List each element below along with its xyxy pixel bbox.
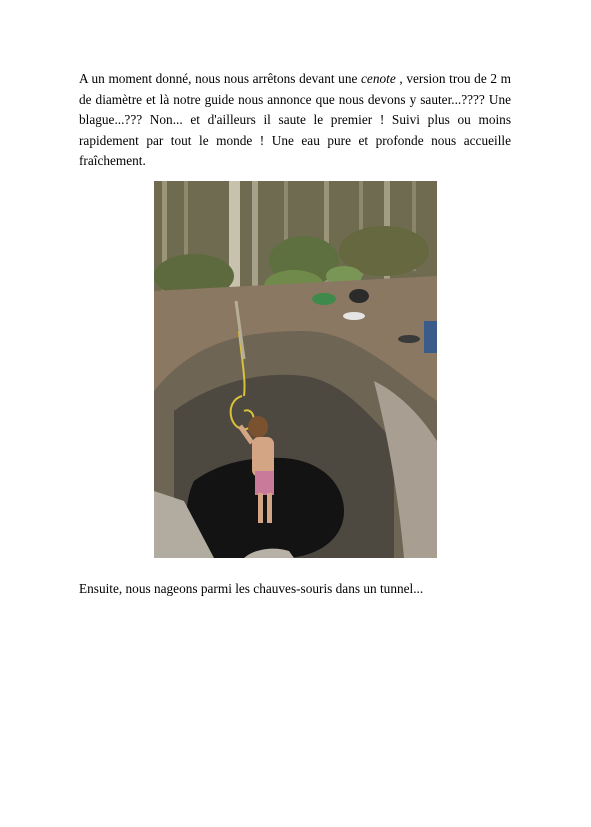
green-bag [312, 293, 336, 305]
blue-bag [424, 321, 437, 353]
white-item [343, 312, 365, 320]
dark-bag [349, 289, 369, 303]
cenote-photo [154, 181, 437, 558]
paragraph-text-end: , version trou de 2 m de diamètre et là notre guide nous annonce que nous devons y sauter...???? Une blague...??? Non... et d'ailleurs il saute le premier ! Suivi plus ou moins rapidement par tout le monde ! Une eau pure et profonde nous accueille fraîchement. [79, 71, 511, 168]
sandals [398, 335, 420, 343]
cenote-term: cenote [361, 71, 396, 86]
cenote-photo-illustration [154, 181, 437, 558]
intro-paragraph [79, 69, 511, 172]
paragraph-text-start: A un moment donné, nous nous arrêtons devant une [79, 71, 362, 86]
closing-paragraph: Ensuite, nous nageons parmi les chauves-souris dans un tunnel... [79, 581, 424, 596]
